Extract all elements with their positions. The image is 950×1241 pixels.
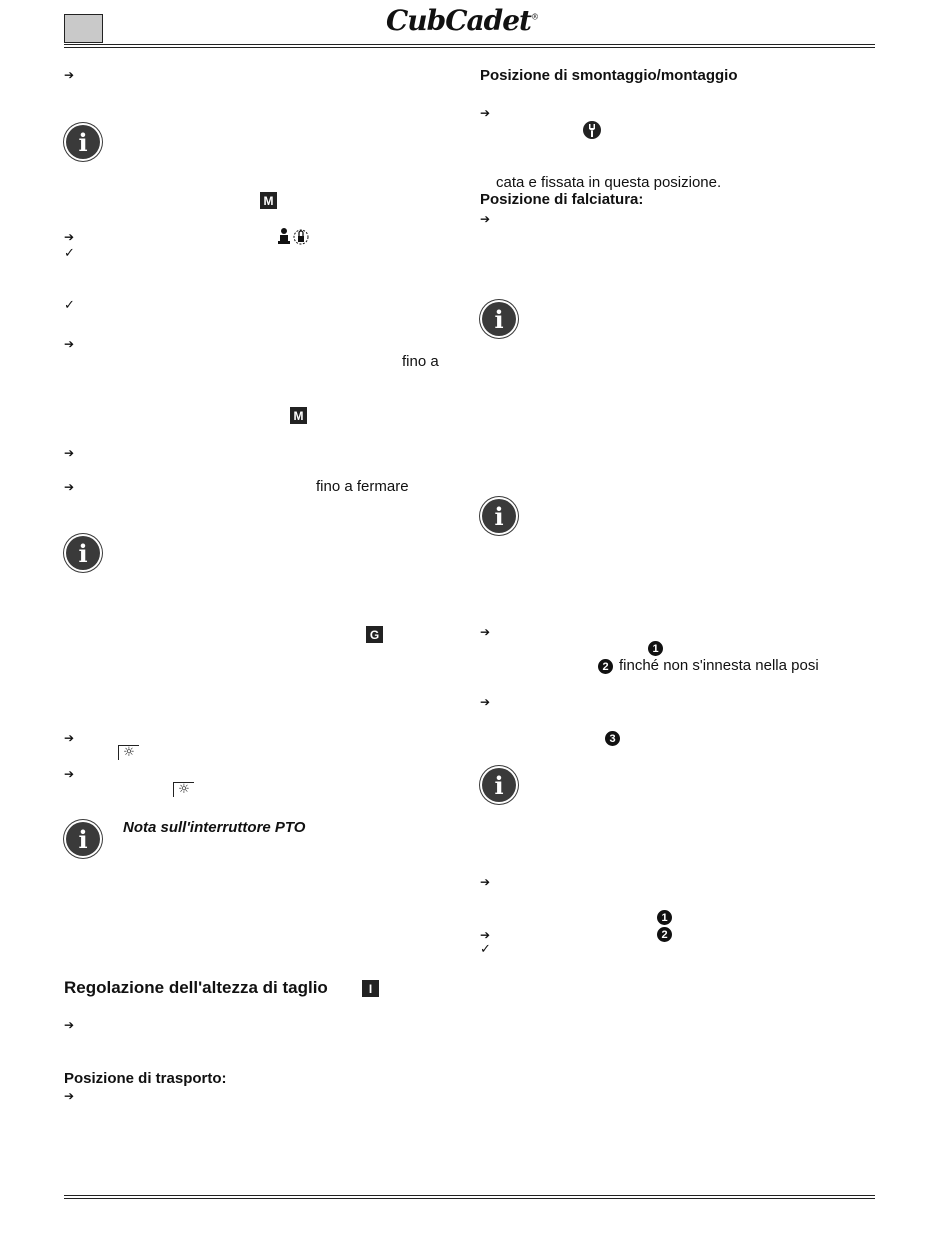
operator-presence-lock-icon bbox=[275, 226, 311, 246]
callout-number-1: 1 bbox=[648, 641, 663, 656]
header-rule-bottom bbox=[64, 47, 875, 48]
info-icon: i bbox=[66, 536, 100, 570]
section-heading-cutting-height: Regolazione dell'altezza di taglio bbox=[64, 978, 328, 997]
footer-rule-bottom bbox=[64, 1198, 875, 1199]
arrow-icon: ➔ bbox=[480, 106, 491, 120]
callout-number-2: 2 bbox=[657, 927, 672, 942]
info-icon: i bbox=[482, 302, 516, 336]
text-finche: finché non s'innesta nella posi bbox=[619, 657, 819, 674]
check-icon: ✓ bbox=[480, 942, 491, 957]
arrow-icon: ➔ bbox=[480, 212, 491, 226]
arrow-icon: ➔ bbox=[64, 446, 75, 460]
figure-ref-i-badge: I bbox=[362, 980, 379, 997]
arrow-icon: ➔ bbox=[480, 695, 491, 709]
figure-ref-m-badge: M bbox=[290, 407, 307, 424]
arrow-icon: ➔ bbox=[64, 1089, 75, 1103]
subheading-dismount-position: Posizione di smontaggio/montaggio bbox=[480, 67, 738, 84]
arrow-icon: ➔ bbox=[64, 767, 75, 781]
callout-number-2: 2 bbox=[598, 659, 613, 674]
arrow-icon: ➔ bbox=[64, 230, 75, 244]
figure-ref-g-badge: G bbox=[366, 626, 383, 643]
wrench-icon bbox=[582, 120, 602, 140]
info-icon: i bbox=[482, 499, 516, 533]
callout-number-3: 3 bbox=[605, 731, 620, 746]
pto-switch-icon: ☼ bbox=[173, 782, 194, 797]
footer-rule-top bbox=[64, 1195, 875, 1196]
subheading-transport-position: Posizione di trasporto: bbox=[64, 1070, 227, 1087]
arrow-icon: ➔ bbox=[64, 1018, 75, 1032]
text-fino-a-fermare: fino a fermare bbox=[316, 478, 409, 495]
text-fino-a: fino a bbox=[402, 353, 439, 370]
subheading-mowing-position: Posizione di falciatura: bbox=[480, 191, 644, 208]
arrow-icon: ➔ bbox=[480, 875, 491, 889]
header-rule-top bbox=[64, 44, 875, 45]
arrow-icon: ➔ bbox=[64, 337, 75, 351]
text-cata-fissata: cata e fissata in questa posizione. bbox=[496, 174, 722, 191]
info-icon: i bbox=[482, 768, 516, 802]
pto-note-title: Nota sull'interruttore PTO bbox=[123, 819, 306, 836]
arrow-icon: ➔ bbox=[480, 625, 491, 639]
info-icon: i bbox=[66, 125, 100, 159]
arrow-icon: ➔ bbox=[64, 731, 75, 745]
brand-logo: CubCadet® bbox=[386, 4, 538, 37]
callout-number-1: 1 bbox=[657, 910, 672, 925]
arrow-icon: ➔ bbox=[64, 68, 75, 82]
arrow-icon: ➔ bbox=[64, 480, 75, 494]
page-number-box bbox=[64, 14, 103, 43]
figure-ref-m-badge: M bbox=[260, 192, 277, 209]
pto-switch-icon: ☼ bbox=[118, 745, 139, 760]
info-icon: i bbox=[66, 822, 100, 856]
arrow-icon: ➔ bbox=[480, 928, 491, 942]
check-icon: ✓ bbox=[64, 298, 75, 313]
check-icon: ✓ bbox=[64, 246, 75, 261]
